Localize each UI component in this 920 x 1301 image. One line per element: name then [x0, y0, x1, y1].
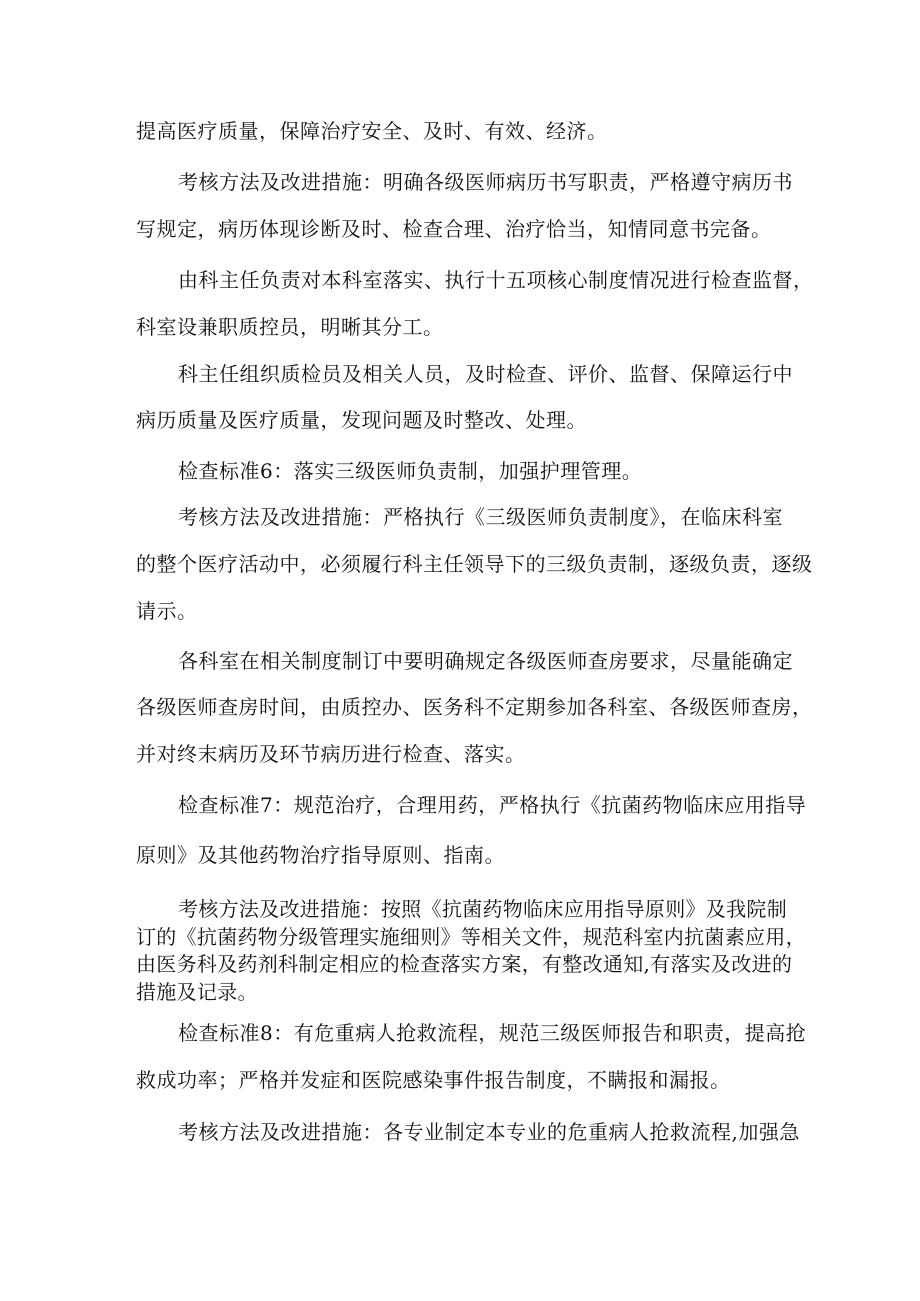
text-line-12: 各科室在相关制度制订中要明确规定各级医师查房要求，尽量能确定	[178, 649, 793, 673]
text-line-22: 救成功率；严格并发症和医院感染事件报告制度，不瞒报和漏报。	[136, 1068, 731, 1092]
text-line-15: 检查标准7：规范治疗，合理用药，严格执行《抗菌药物临床应用指导	[178, 793, 807, 817]
text-line-2: 考核方法及改进措施：明确各级医师病历书写职责，严格遵守病历书	[178, 170, 793, 194]
text-line-16: 原则》及其他药物治疗指导原则、指南。	[136, 843, 505, 867]
text-line-9: 考核方法及改进措施：严格执行《三级医师负责制度》，在临床科室	[178, 505, 783, 529]
text-line-13: 各级医师查房时间，由质控办、医务科不定期参加各科室、各级医师查房，	[136, 695, 813, 719]
text-line-14: 并对终末病历及环节病历进行检查、落实。	[136, 742, 526, 766]
text-line-6: 科主任组织质检员及相关人员，及时检查、评价、监督、保障运行中	[178, 362, 793, 386]
text-line-11: 请示。	[136, 599, 198, 623]
text-line-4: 由科主任负责对本科室落实、执行十五项核心制度情况进行检查监督，	[178, 268, 814, 292]
text-line-19: 由医务科及药剂科制定相应的检查落实方案，有整改通知,有落实及改进的	[136, 952, 793, 976]
text-line-10: 的整个医疗活动中，必须履行科主任领导下的三级负责制，逐级负责，逐级	[136, 552, 813, 576]
text-line-7: 病历质量及医疗质量，发现问题及时整改、处理。	[136, 408, 587, 432]
text-line-20: 措施及记录。	[136, 980, 258, 1004]
text-line-3: 写规定，病历体现诊断及时、检查合理、治疗恰当，知情同意书完备。	[136, 217, 772, 241]
text-line-23: 考核方法及改进措施：各专业制定本专业的危重病人抢救流程,加强急	[178, 1120, 800, 1144]
text-line-5: 科室设兼职质控员，明晰其分工。	[136, 315, 444, 339]
text-line-8: 检查标准6：落实三级医师负责制，加强护理管理。	[178, 459, 643, 483]
text-line-21: 检查标准8：有危重病人抢救流程，规范三级医师报告和职责，提高抢	[178, 1021, 807, 1045]
text-line-17: 考核方法及改进措施：按照《抗菌药物临床应用指导原则》及我院制	[178, 897, 787, 921]
text-line-1: 提高医疗质量，保障治疗安全、及时、有效、经济。	[136, 119, 608, 143]
text-line-18: 订的《抗菌药物分级管理实施细则》等相关文件，规范科室内抗菌素应用，	[136, 925, 806, 949]
